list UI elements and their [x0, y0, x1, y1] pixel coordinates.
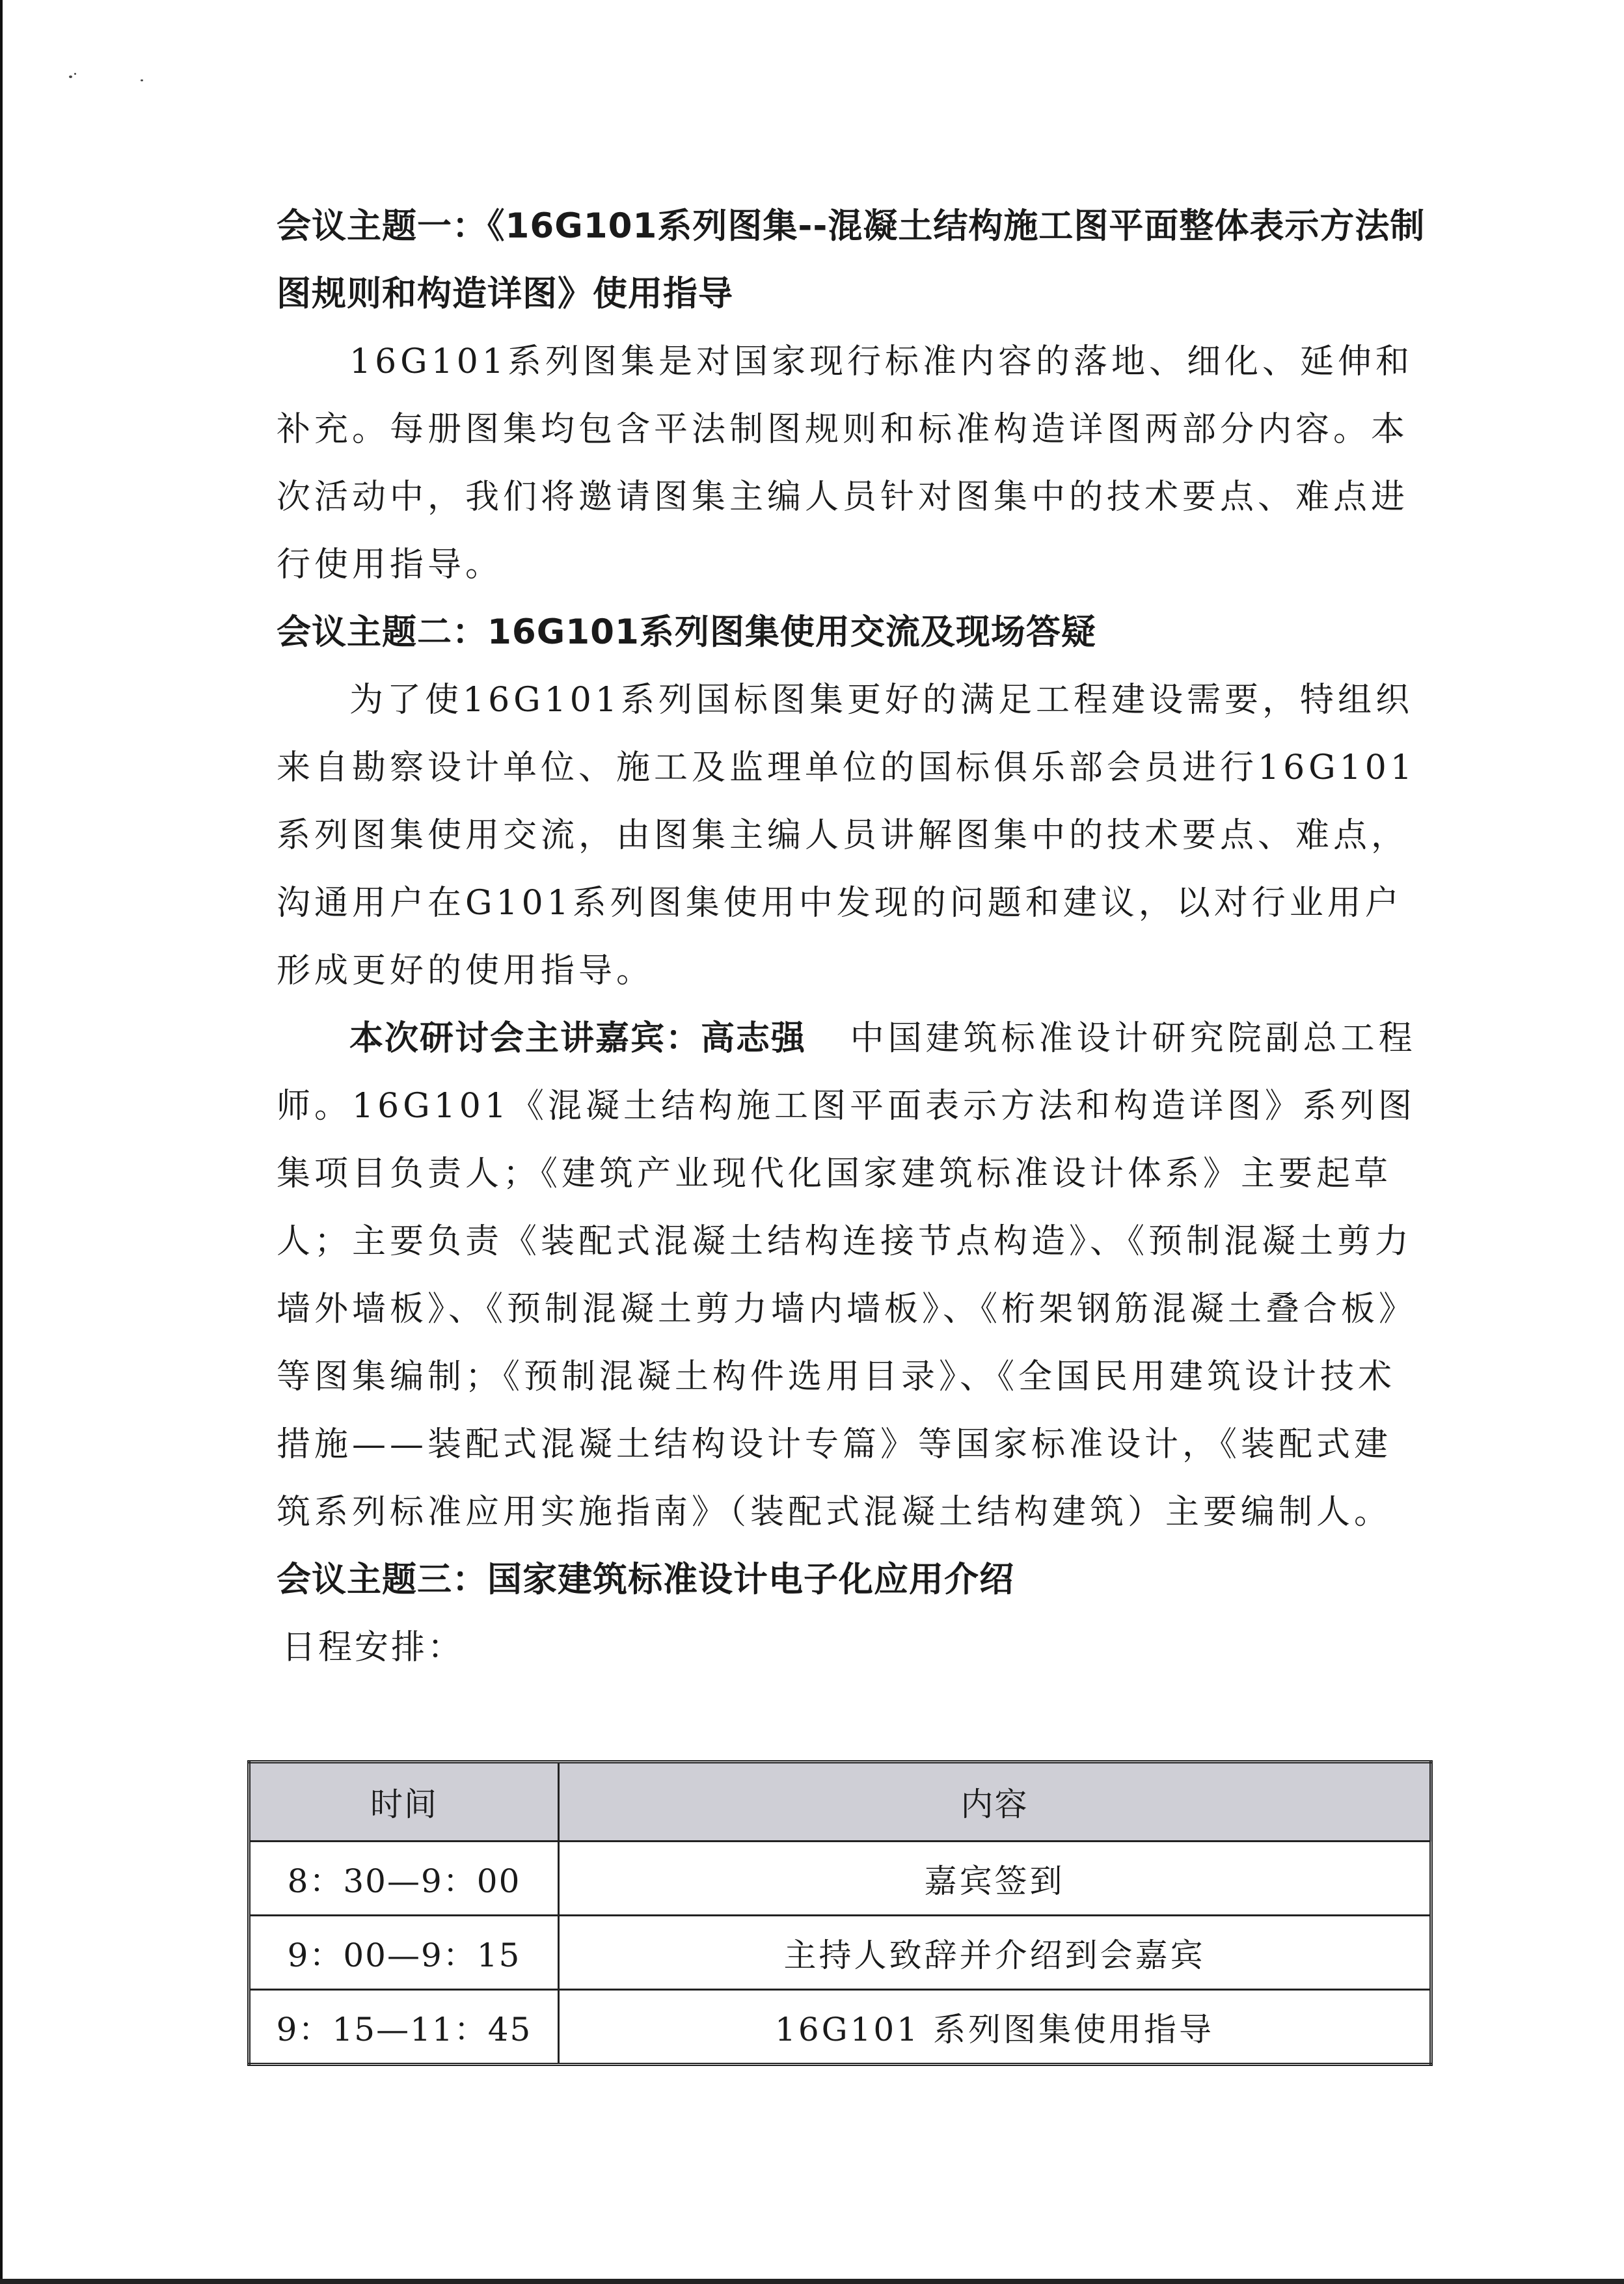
schedule-header-row — [249, 1762, 1431, 1842]
row-content: 16G101 系列图集使用指导 — [559, 1990, 1431, 2065]
scan-edge-bottom — [0, 2279, 1624, 2284]
schedule-table — [247, 1760, 1433, 2066]
scan-specks — [65, 65, 156, 91]
speaker-bio: 中国建筑标准设计研究院副总工程师。16G101《混凝土结构施工图平面表示方法和构造详图》系列图集项目负责人；《建筑产业现代化国家建筑标准设计体系》主要起草人；主要负责《装配式混凝土结构连接节点构造》、《预制混凝土剪力墙外墙板》、《预制混凝土剪力墙内墙板》、《桁架钢筋混凝土叠合板》等图集编制；《预制混凝土构件选用目录》、《全国民用建筑设计技术措施——装配式混凝土结构设计专篇》等国家标准设计，《装配式建筑系列标准应用实施指南》（装配式混凝土结构建筑）主要编制人。 — [277, 1019, 1417, 1532]
header-time: 时间 — [249, 1762, 559, 1842]
row-time: 8：30—9：00 — [249, 1842, 559, 1916]
scan-edge-left — [0, 0, 3, 2284]
row-time: 9：15—11：45 — [249, 1990, 559, 2065]
table-row — [249, 1990, 1431, 2065]
table-row — [249, 1916, 1431, 1990]
topic3-heading: 会议主题三：国家建筑标准设计电子化应用介绍 — [277, 1560, 1014, 1599]
document-body — [277, 193, 1428, 1681]
topic2-heading: 会议主题二：16G101系列图集使用交流及现场答疑 — [277, 612, 1096, 652]
speaker-paragraph — [277, 1005, 1428, 1546]
topic1-body: 16G101系列图集是对国家现行标准内容的落地、细化、延伸和补充。每册图集均包含平法制图规则和标准构造详图两部分内容。本次活动中，我们将邀请图集主编人员针对图集中的技术要点、难点进行使用指导。 — [277, 342, 1413, 584]
row-content: 主持人致辞并介绍到会嘉宾 — [559, 1916, 1431, 1990]
header-content: 内容 — [559, 1762, 1431, 1842]
topic1-heading: 会议主题一：《16G101系列图集--混凝土结构施工图平面整体表示方法制图规则和构造详图》使用指导 — [277, 206, 1426, 314]
topic2-body: 为了使16G101系列国标图集更好的满足工程建设需要，特组织来自勘察设计单位、施工及监理单位的国标俱乐部会员进行16G101系列图集使用交流，由图集主编人员讲解图集中的技术要点、难点，沟通用户在G101系列图集使用中发现的问题和建议，以对行业用户形成更好的使用指导。 — [277, 681, 1416, 990]
speaker-lead: 本次研讨会主讲嘉宾：高志强 — [349, 1019, 807, 1058]
schedule-label: 日程安排： — [282, 1628, 465, 1667]
row-time: 9：00—9：15 — [249, 1916, 559, 1990]
row-content: 嘉宾签到 — [559, 1842, 1431, 1916]
table-row — [249, 1842, 1431, 1916]
